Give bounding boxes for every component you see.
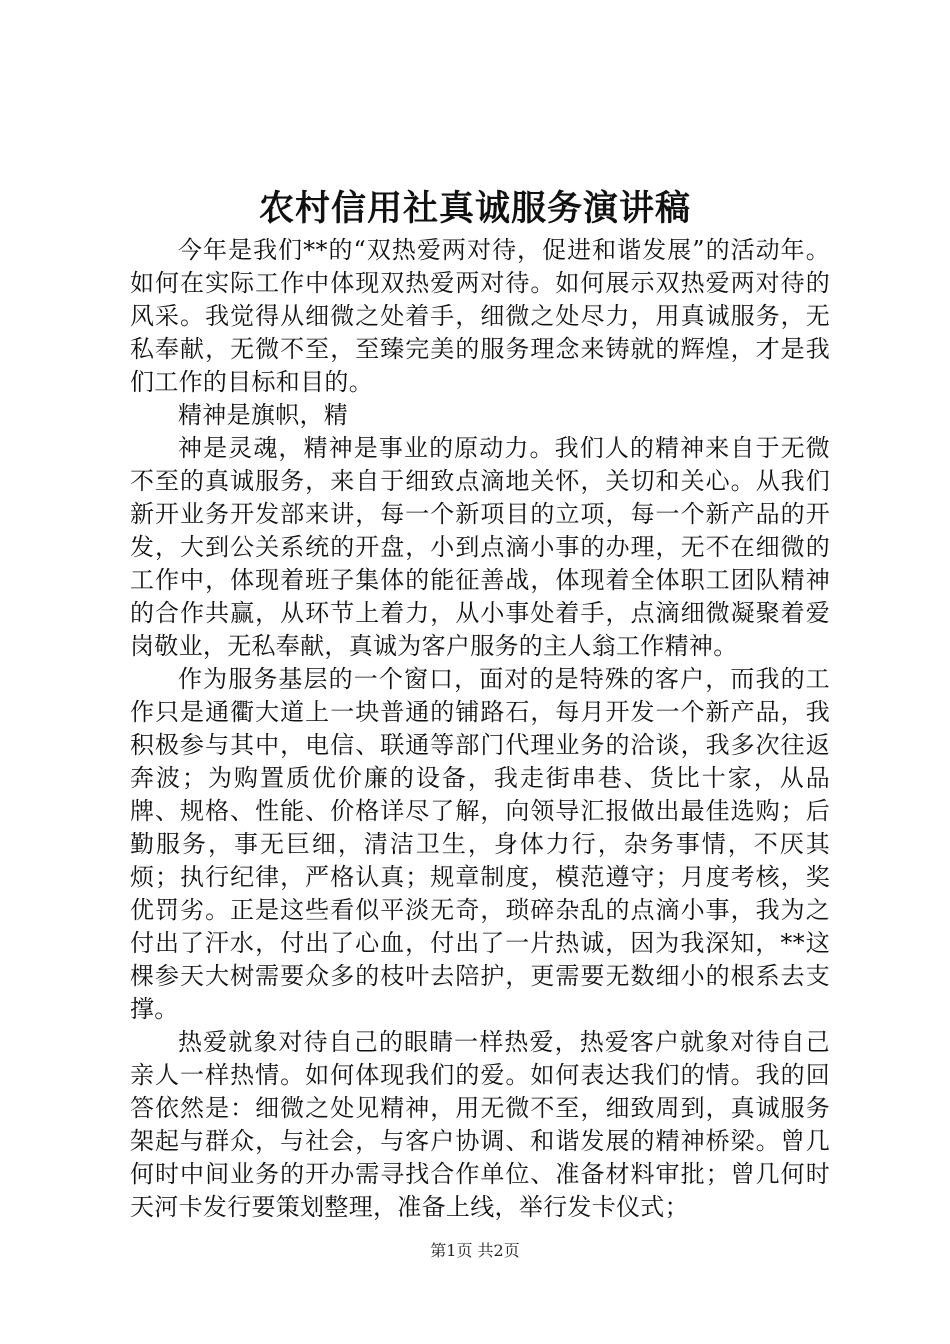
- paragraph-3: 神是灵魂，精神是事业的原动力。我们人的精神来自于无微不至的真诚服务，来自于细致点滴地关怀，关切和关心。从我们新开业务开发部来讲，每一个新项目的立项，每一个新产品的开发，大到公关系统的开盘，小到点滴小事的办理，无不在细微的工作中，体现着班子集体的能征善战，体现着全体职工团队精神的合作共赢，从环节上着力，从小事处着手，点滴细微凝聚着爱岗敬业，无私奉献，真诚为客户服务的主人翁工作精神。: [130, 434, 830, 660]
- paragraph-2: 精神是旗帜，精: [178, 401, 349, 429]
- page-number-footer: 第1页 共2页: [430, 1241, 520, 1260]
- paragraph-5: 热爱就象对待自己的眼睛一样热爱，热爱客户就象对待自己亲人一样热情。如何体现我们的爱。如何表达我们的情。我的回答依然是：细微之处见精神，用无微不至，细致周到，真诚服务架起与群众，与社会，与客户协调、和谐发展的精神桥梁。曾几何时中间业务的开办需寻找合作单位、准备材料审批；曾几何时天河卡发行要策划整理，准备上线，举行发卡仪式；: [130, 1028, 830, 1221]
- paragraph-1: 今年是我们**的“双热爱两对待，促进和谐发展”的活动年。如何在实际工作中体现双热爱两对待。如何展示双热爱两对待的风采。我觉得从细微之处着手，细微之处尽力，用真诚服务，无私奉献，无微不至，至臻完美的服务理念来铸就的辉煌，才是我们工作的目标和目的。: [130, 236, 830, 396]
- paragraph-4: 作为服务基层的一个窗口，面对的是特殊的客户，而我的工作只是通衢大道上一块普通的铺路石，每月开发一个新产品，我积极参与其中，电信、联通等部门代理业务的洽谈，我多次往返奔波；为购置质优价廉的设备，我走街串巷、货比十家，从品牌、规格、性能、价格详尽了解，向领导汇报做出最佳选购；后勤服务，事无巨细，清洁卫生，身体力行，杂务事情，不厌其烦；执行纪律，严格认真；规章制度，模范遵守；月度考核，奖优罚劣。正是这些看似平淡无奇，琐碎杂乱的点滴小事，我为之付出了汗水，付出了心血，付出了一片热诚，因为我深知，**这棵参天大树需要众多的枝叶去陪护，更需要无数细小的根系去支撑。: [130, 665, 830, 1023]
- document-body: [130, 234, 830, 1224]
- document-title: 农村信用社真诚服务演讲稿: [258, 188, 691, 229]
